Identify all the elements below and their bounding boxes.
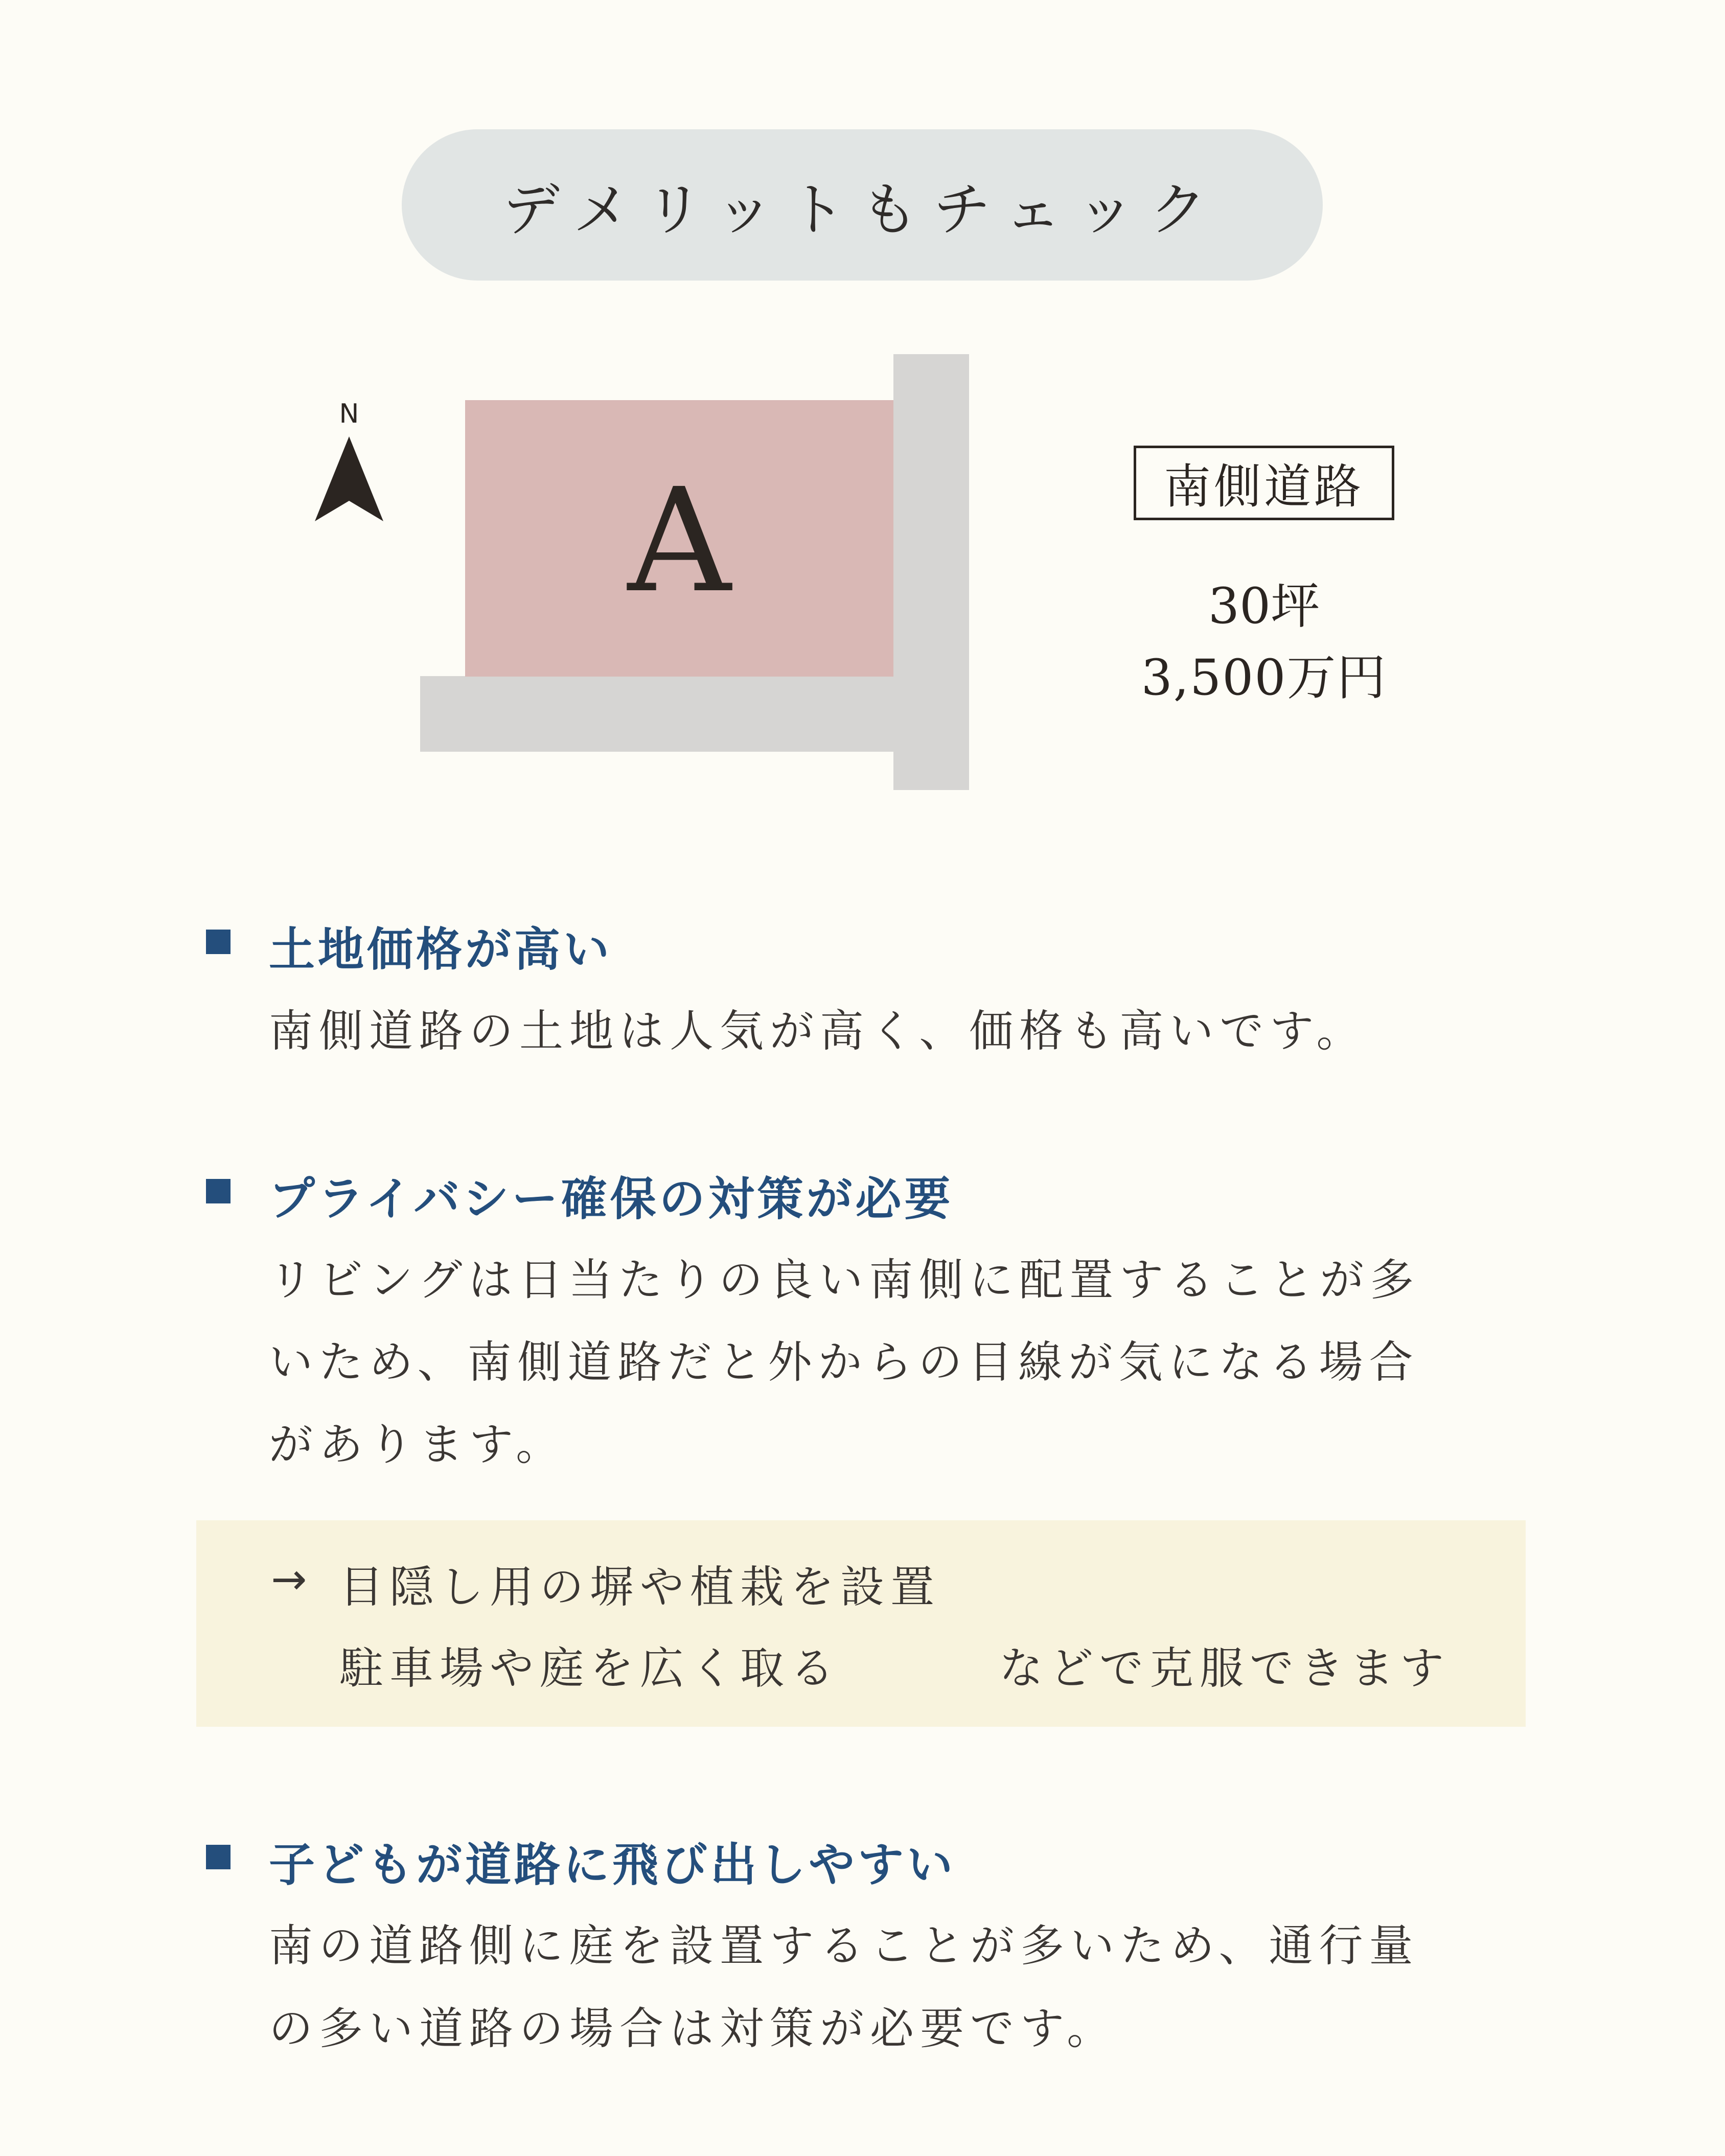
section-heading: プライバシー確保の対策が必要 <box>269 1172 954 1226</box>
north-arrow-icon <box>313 433 385 525</box>
lot-price: 3,500万円 <box>1141 649 1387 706</box>
section-heading: 土地価格が高い <box>269 923 612 977</box>
north-compass <box>313 399 385 526</box>
lot-label: A <box>627 457 731 624</box>
arrow-right-icon: → <box>271 1554 307 1604</box>
lot-a <box>465 400 893 677</box>
section-body-line: の多い道路の場合は対策が必要です。 <box>269 2003 1117 2054</box>
square-bullet-icon <box>206 930 231 954</box>
square-bullet-icon <box>206 1179 231 1203</box>
header-pill <box>402 129 1323 281</box>
square-bullet-icon <box>206 1845 231 1869</box>
section-body-line: があります。 <box>269 1419 566 1470</box>
road-label: 南側道路 <box>1163 459 1364 514</box>
section-heading: 子どもが道路に飛び出しやすい <box>269 1838 956 1892</box>
lot-area: 30坪 <box>1208 577 1320 635</box>
note-line: などで克服できます <box>999 1643 1450 1694</box>
page-title: デメリットもチェック <box>502 176 1222 243</box>
section-body-line: 南側道路の土地は人気が高く、価格も高いです。 <box>269 1006 1367 1057</box>
compass-north-label: N <box>339 399 359 429</box>
note-line: 目隠し用の塀や植栽を設置 <box>339 1562 940 1613</box>
road-south <box>420 676 969 752</box>
road-label-box <box>1134 446 1394 520</box>
section-body-line: リビングは日当たりの良い南側に配置することが多 <box>269 1255 1420 1306</box>
section-body-line: 南の道路側に庭を設置することが多いため、通行量 <box>269 1920 1419 1972</box>
note-line: 駐車場や庭を広く取る <box>339 1643 840 1694</box>
section-body-line: いため、南側道路だと外からの目線が気になる場合 <box>269 1337 1419 1388</box>
